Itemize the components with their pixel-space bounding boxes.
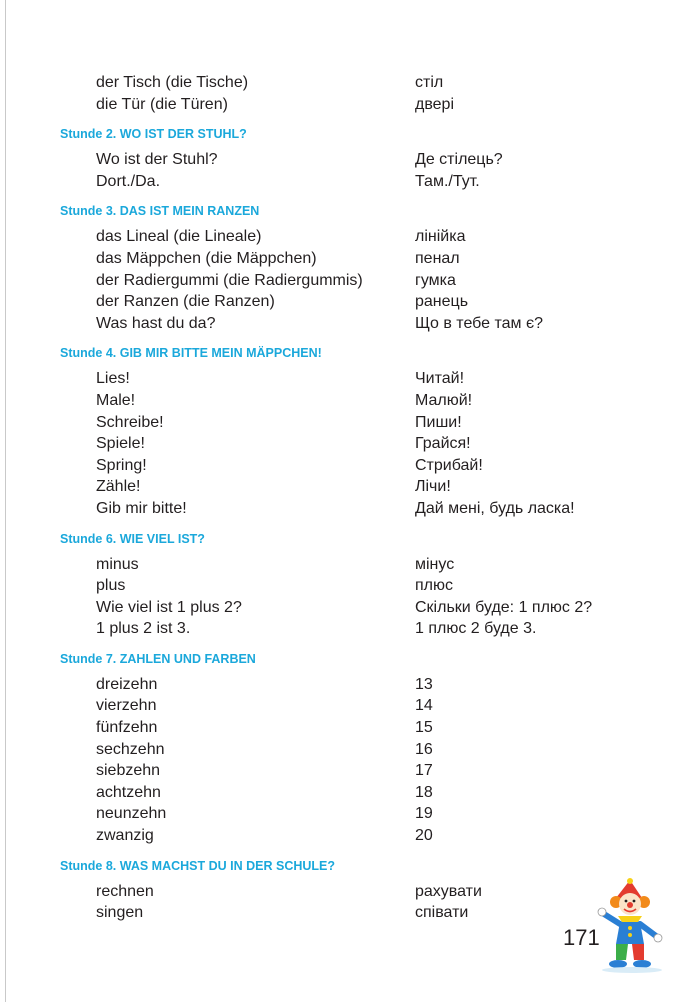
vocab-row [0, 760, 692, 782]
german-term: Wo ist der Stuhl? [96, 151, 218, 169]
vocab-row [0, 313, 692, 335]
german-term: minus [96, 555, 139, 573]
german-term: Was hast du da? [96, 314, 216, 332]
vocab-row [0, 433, 692, 455]
ukrainian-translation: співати [415, 904, 469, 922]
ukrainian-translation: Там./Тут. [415, 172, 480, 190]
german-term: Spring! [96, 456, 147, 474]
german-term: plus [96, 577, 126, 595]
ukrainian-translation: 15 [415, 719, 433, 737]
vocab-row [0, 368, 692, 390]
german-term: der Radiergummi (die Radiergummis) [96, 271, 363, 289]
german-term: Spiele! [96, 435, 145, 453]
vocab-row [0, 390, 692, 412]
german-term: singen [96, 904, 144, 922]
vocab-row [0, 455, 692, 477]
german-term: rechnen [96, 882, 154, 900]
ukrainian-translation: 1 плюс 2 буде 3. [415, 620, 537, 638]
ukrainian-translation: 17 [415, 762, 433, 780]
ukrainian-translation: 20 [415, 827, 433, 845]
vocab-row [0, 94, 692, 116]
ukrainian-translation: гумка [415, 271, 456, 289]
section-heading: Stunde 8. WAS MACHST DU IN DER SCHULE? [60, 858, 336, 873]
ukrainian-translation: Дай мені, будь ласка! [415, 499, 575, 517]
german-term: sechzehn [96, 740, 165, 758]
german-term: zwanzig [96, 827, 154, 845]
german-term: der Tisch (die Tische) [96, 74, 249, 91]
vocab-row [0, 881, 692, 903]
vocab-row [0, 618, 692, 640]
section-heading: Stunde 7. ZAHLEN UND FARBEN [60, 651, 256, 666]
ukrainian-translation: плюс [415, 577, 453, 595]
german-term: das Mäppchen (die Mäppchen) [96, 249, 317, 267]
vocab-row [0, 825, 692, 847]
vocab-row [0, 695, 692, 717]
ukrainian-translation: стіл [415, 74, 444, 91]
german-term: siebzehn [96, 762, 161, 780]
section-heading: Stunde 4. GIB MIR BITTE MEIN MÄPPCHEN! [60, 346, 322, 361]
ukrainian-translation: ранець [415, 293, 469, 311]
vocab-row [0, 149, 692, 171]
ukrainian-translation: 14 [415, 697, 433, 715]
vocabulary-list [0, 72, 692, 924]
ukrainian-translation: двері [415, 95, 455, 113]
ukrainian-translation: лінійка [415, 228, 466, 246]
vocab-row [0, 717, 692, 739]
page-number: 171 [563, 925, 600, 950]
vocab-row [0, 248, 692, 270]
ukrainian-translation: 18 [415, 783, 433, 801]
vocab-row [0, 498, 692, 520]
ukrainian-translation: Грайся! [415, 435, 471, 453]
vocab-row [0, 674, 692, 696]
vocab-row [0, 270, 692, 292]
german-term: dreizehn [96, 675, 158, 693]
ukrainian-translation: Де стілець? [415, 151, 503, 169]
ukrainian-translation: Пиши! [415, 413, 462, 431]
german-term: Schreibe! [96, 413, 164, 431]
vocab-row [0, 803, 692, 825]
german-term: Zähle! [96, 478, 141, 496]
ukrainian-translation: Стрибай! [415, 456, 483, 474]
section-heading: Stunde 2. WO IST DER STUHL? [60, 127, 247, 142]
german-term: achtzehn [96, 783, 161, 801]
german-term: neunzehn [96, 805, 167, 823]
vocab-row [0, 171, 692, 193]
german-term: Dort./Da. [96, 172, 161, 190]
german-term: Wie viel ist 1 plus 2? [96, 598, 242, 616]
section-heading: Stunde 6. WIE VIEL IST? [60, 531, 205, 546]
german-term: das Lineal (die Lineale) [96, 228, 262, 246]
ukrainian-translation: 13 [415, 675, 433, 693]
ukrainian-translation: Скільки буде: 1 плюс 2? [415, 598, 593, 616]
vocab-row [0, 226, 692, 248]
ukrainian-translation: мінус [415, 555, 455, 573]
german-term: der Ranzen (die Ranzen) [96, 293, 275, 311]
vocab-row [0, 902, 692, 924]
ukrainian-translation: пенал [415, 249, 460, 267]
vocab-row [0, 575, 692, 597]
vocab-row [0, 739, 692, 761]
vocab-row [0, 554, 692, 576]
ukrainian-translation: Читай! [415, 370, 465, 388]
ukrainian-translation: Лічи! [415, 478, 451, 496]
ukrainian-translation: 16 [415, 740, 433, 758]
german-term: Male! [96, 391, 136, 409]
ukrainian-translation: 19 [415, 805, 433, 823]
german-term: Lies! [96, 370, 130, 388]
vocab-row [0, 72, 692, 94]
section-heading: Stunde 3. DAS IST MEIN RANZEN [60, 204, 260, 219]
vocab-row [0, 476, 692, 498]
ukrainian-translation: рахувати [415, 882, 482, 900]
german-term: die Tür (die Türen) [96, 95, 228, 113]
vocab-row [0, 782, 692, 804]
clown-icon [590, 878, 670, 974]
german-term: vierzehn [96, 697, 157, 715]
ukrainian-translation: Що в тебе там є? [415, 314, 544, 332]
vocab-row [0, 597, 692, 619]
ukrainian-translation: Малюй! [415, 391, 473, 409]
german-term: Gib mir bitte! [96, 499, 187, 517]
vocab-row [0, 291, 692, 313]
german-term: fünfzehn [96, 719, 158, 737]
german-term: 1 plus 2 ist 3. [96, 620, 191, 638]
vocab-row [0, 412, 692, 434]
